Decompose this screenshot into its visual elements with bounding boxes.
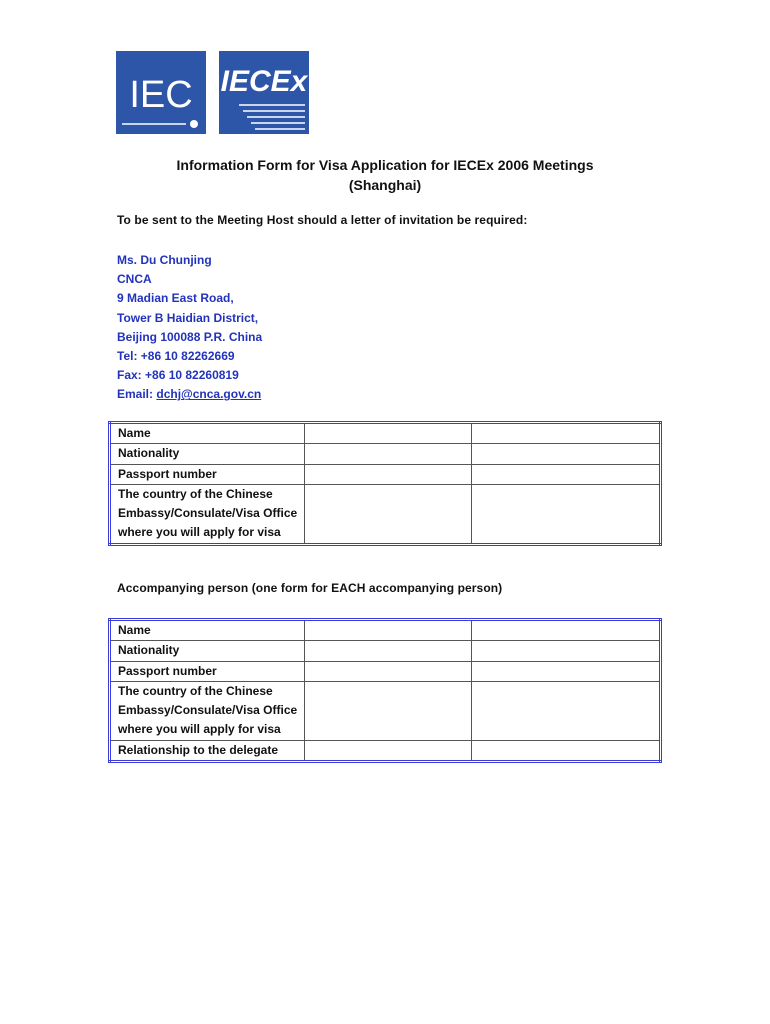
table-row [110, 641, 661, 661]
acc-embassy-field-1[interactable] [305, 681, 472, 740]
applicant-table [108, 421, 662, 546]
table-row [110, 740, 661, 761]
address-line: Ms. Du Chunjing [117, 253, 212, 267]
address-line: Tower B Haidian District, [117, 310, 259, 325]
row-label: Nationality [110, 641, 305, 661]
accompanying-heading: Accompanying person (one form for EACH accompanying person) [117, 581, 503, 595]
name-field-1[interactable] [305, 423, 472, 444]
acc-relationship-field-2[interactable] [472, 740, 661, 761]
acc-passport-field-2[interactable] [472, 661, 661, 681]
iecex-logo [219, 51, 309, 134]
acc-name-field-1[interactable] [305, 620, 472, 641]
row-label: Passport number [110, 661, 305, 681]
iec-logo-text: IEC [129, 74, 193, 116]
acc-nationality-field-1[interactable] [305, 641, 472, 661]
table-row [110, 681, 661, 740]
acc-passport-field-1[interactable] [305, 661, 472, 681]
embassy-field-1[interactable] [305, 484, 472, 544]
table-row [110, 620, 661, 641]
iec-logo [116, 51, 206, 134]
nationality-field-2[interactable] [472, 444, 661, 464]
nationality-field-1[interactable] [305, 444, 472, 464]
email-link[interactable]: dchj@cnca.gov.cn [156, 387, 262, 402]
acc-name-field-2[interactable] [472, 620, 661, 641]
acc-relationship-field-1[interactable] [305, 740, 472, 761]
accompanying-table [108, 618, 662, 763]
row-label: Passport number [110, 464, 305, 484]
row-label: The country of the Chinese Embassy/Consulate/Visa Office where you will apply for visa [110, 681, 305, 740]
address-email [117, 385, 262, 404]
row-label: Nationality [110, 444, 305, 464]
host-address [117, 251, 262, 405]
passport-field-1[interactable] [305, 464, 472, 484]
table-row [110, 661, 661, 681]
passport-field-2[interactable] [472, 464, 661, 484]
table-row [110, 423, 661, 444]
address-line: CNCA [117, 272, 152, 287]
table-row [110, 464, 661, 484]
acc-embassy-field-2[interactable] [472, 681, 661, 740]
address-tel: Tel: +86 10 82262669 [117, 348, 235, 363]
email-label: Email: [117, 387, 157, 402]
table-row [110, 444, 661, 464]
row-label: The country of the Chinese Embassy/Consulate/Visa Office where you will apply for visa [110, 484, 305, 544]
intro-text: To be sent to the Meeting Host should a letter of invitation be required: [117, 213, 528, 227]
form-title-line1: Information Form for Visa Application for IECEx 2006 Meetings [176, 157, 594, 173]
table-row [110, 484, 661, 544]
row-label: Relationship to the delegate [110, 740, 305, 761]
address-fax: Fax: +86 10 82260819 [117, 368, 239, 383]
iecex-logo-text: IECEx [220, 65, 308, 98]
form-title [0, 155, 770, 195]
row-label: Name [110, 423, 305, 444]
embassy-field-2[interactable] [472, 484, 661, 544]
name-field-2[interactable] [472, 423, 661, 444]
form-title-line2: (Shanghai) [348, 177, 422, 193]
address-line: 9 Madian East Road, [117, 291, 234, 306]
address-line: Beijing 100088 P.R. China [117, 329, 263, 344]
row-label: Name [110, 620, 305, 641]
acc-nationality-field-2[interactable] [472, 641, 661, 661]
